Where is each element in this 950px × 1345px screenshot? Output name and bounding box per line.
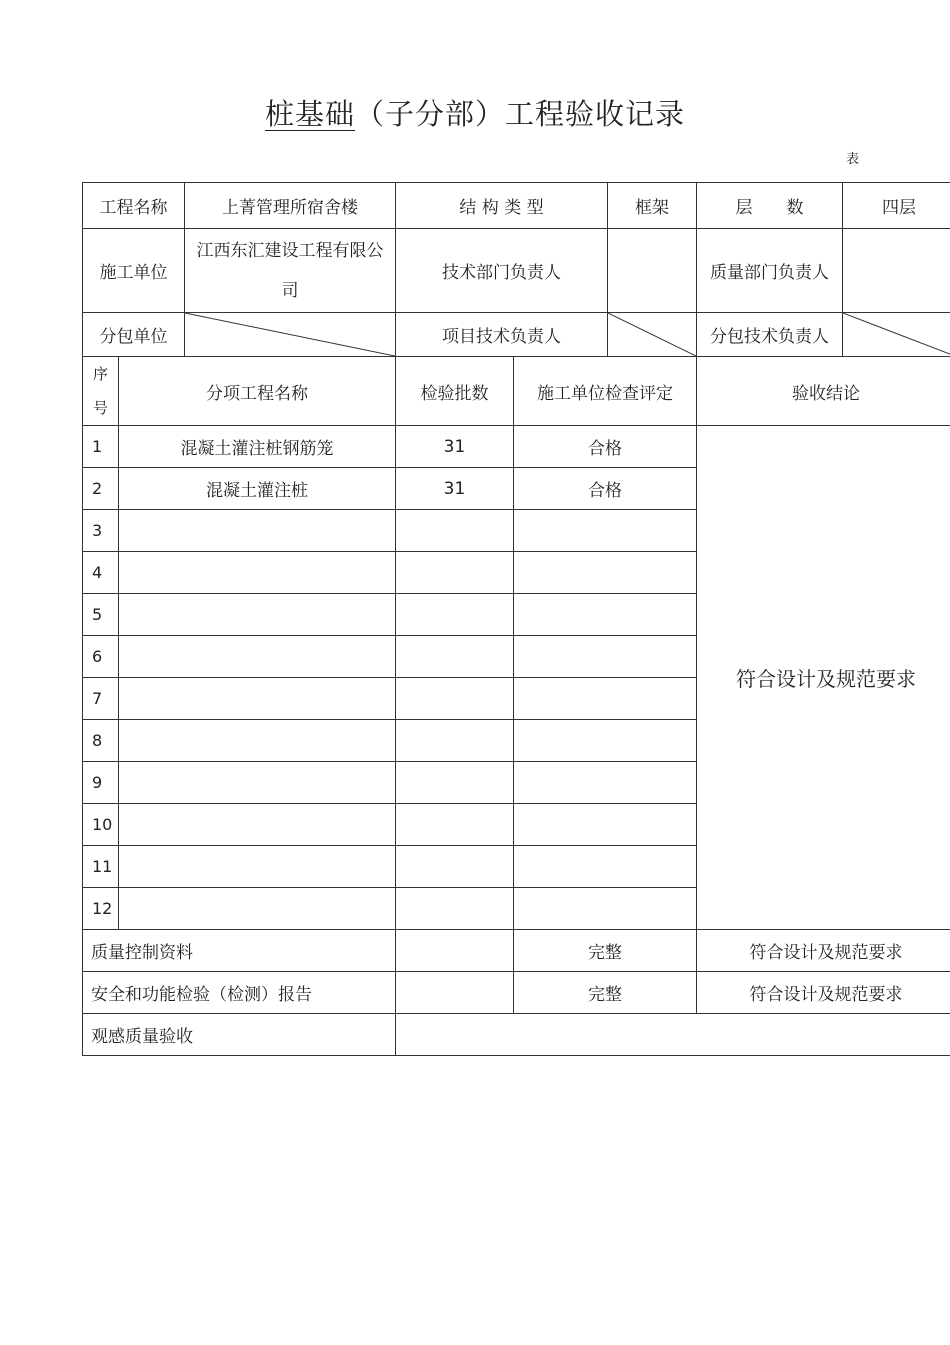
- row-batches: [396, 510, 514, 552]
- row-no: 9: [83, 762, 119, 804]
- row-item-name: 混凝土灌注桩: [119, 468, 396, 510]
- row-batches: 31: [396, 426, 514, 468]
- subcontractor-label: 分包单位: [83, 313, 185, 357]
- row-no: 10: [83, 804, 119, 846]
- page-title: [0, 92, 950, 133]
- row-batches: [396, 636, 514, 678]
- row-no: 2: [83, 468, 119, 510]
- diagonal-slash: [608, 313, 696, 356]
- row-item-name: [119, 594, 396, 636]
- project-name-label: 工程名称: [83, 183, 185, 229]
- sub-tech-slash-cell: [843, 313, 950, 357]
- row-no: 8: [83, 720, 119, 762]
- row-item-name: [119, 636, 396, 678]
- quality-docs-label: 质量控制资料: [83, 930, 396, 972]
- row-check: [514, 762, 697, 804]
- row-item-name: [119, 552, 396, 594]
- row-batches: [396, 552, 514, 594]
- conclusion-main: 符合设计及规范要求: [697, 426, 950, 930]
- tech-head-value: [608, 229, 697, 313]
- title-subpart-name: 桩基础: [264, 97, 355, 131]
- row-batches: 31: [396, 468, 514, 510]
- row-item-name: [119, 678, 396, 720]
- row-check: [514, 888, 697, 930]
- diagonal-slash: [185, 313, 395, 356]
- project-name-value: 上菁管理所宿舍楼: [185, 183, 396, 229]
- appearance-value: [396, 1014, 950, 1056]
- row-item-name: [119, 720, 396, 762]
- row-no: 7: [83, 678, 119, 720]
- constructor-label: 施工单位: [83, 229, 185, 313]
- project-tech-label: 项目技术负责人: [396, 313, 608, 357]
- row-item-name: [119, 510, 396, 552]
- row-no: 11: [83, 846, 119, 888]
- table-row: [83, 426, 950, 468]
- header-row-subcontractor: [83, 313, 950, 357]
- header-row-constructor: [83, 229, 950, 313]
- appearance-label: 观感质量验收: [83, 1014, 396, 1056]
- row-no: 3: [83, 510, 119, 552]
- sub-tech-label: 分包技术负责人: [697, 313, 843, 357]
- quality-head-label: 质量部门负责人: [697, 229, 843, 313]
- diagonal-slash: [843, 313, 950, 356]
- row-check: [514, 846, 697, 888]
- quality-docs-conclusion: 符合设计及规范要求: [697, 930, 950, 972]
- col-seq-1: 序: [92, 365, 108, 383]
- row-item-name: [119, 888, 396, 930]
- row-item-name: [119, 846, 396, 888]
- row-no: 6: [83, 636, 119, 678]
- row-batches: [396, 804, 514, 846]
- safety-report-batches: [396, 972, 514, 1014]
- table-mark: 表: [846, 152, 860, 167]
- safety-report-row: [83, 972, 950, 1014]
- safety-report-check: 完整: [514, 972, 697, 1014]
- col-self-check-header: 施工单位检查评定: [514, 357, 697, 426]
- row-batches: [396, 762, 514, 804]
- column-header-row: [83, 357, 950, 426]
- col-batches-header: 检验批数: [396, 357, 514, 426]
- safety-report-label: 安全和功能检验（检测）报告: [83, 972, 396, 1014]
- col-seq-2: 号: [92, 399, 108, 417]
- row-no: 4: [83, 552, 119, 594]
- row-check: [514, 804, 697, 846]
- col-conclusion-header: 验收结论: [697, 357, 950, 426]
- row-batches: [396, 846, 514, 888]
- project-tech-slash-cell: [608, 313, 697, 357]
- row-check: [514, 720, 697, 762]
- row-check: [514, 552, 697, 594]
- quality-docs-batches: [396, 930, 514, 972]
- structure-type-label-text: 结 构 类 型: [459, 198, 544, 218]
- row-no: 1: [83, 426, 119, 468]
- floors-value: 四层: [843, 183, 950, 229]
- appearance-row: [83, 1014, 950, 1056]
- col-seq-header: [83, 357, 119, 426]
- acceptance-record-table: [82, 182, 950, 1056]
- row-item-name: [119, 804, 396, 846]
- structure-type-value: 框架: [608, 183, 697, 229]
- title-suffix: （子分部）工程验收记录: [355, 97, 686, 131]
- row-check: [514, 636, 697, 678]
- row-check: 合格: [514, 468, 697, 510]
- subcontractor-slash-cell: [185, 313, 396, 357]
- row-batches: [396, 594, 514, 636]
- row-batches: [396, 888, 514, 930]
- row-batches: [396, 720, 514, 762]
- quality-docs-check: 完整: [514, 930, 697, 972]
- row-item-name: [119, 762, 396, 804]
- row-no: 5: [83, 594, 119, 636]
- row-no: 12: [83, 888, 119, 930]
- constructor-value: 江西东汇建设工程有限公司: [185, 229, 396, 313]
- row-check: 合格: [514, 426, 697, 468]
- quality-docs-row: [83, 930, 950, 972]
- safety-report-conclusion: 符合设计及规范要求: [697, 972, 950, 1014]
- structure-type-label: [396, 183, 608, 229]
- header-row-project: [83, 183, 950, 229]
- row-check: [514, 594, 697, 636]
- tech-head-label: 技术部门负责人: [396, 229, 608, 313]
- floors-label: 层 数: [697, 183, 843, 229]
- col-item-name-header: 分项工程名称: [119, 357, 396, 426]
- row-batches: [396, 678, 514, 720]
- row-check: [514, 678, 697, 720]
- row-item-name: 混凝土灌注桩钢筋笼: [119, 426, 396, 468]
- row-check: [514, 510, 697, 552]
- quality-head-value: [843, 229, 950, 313]
